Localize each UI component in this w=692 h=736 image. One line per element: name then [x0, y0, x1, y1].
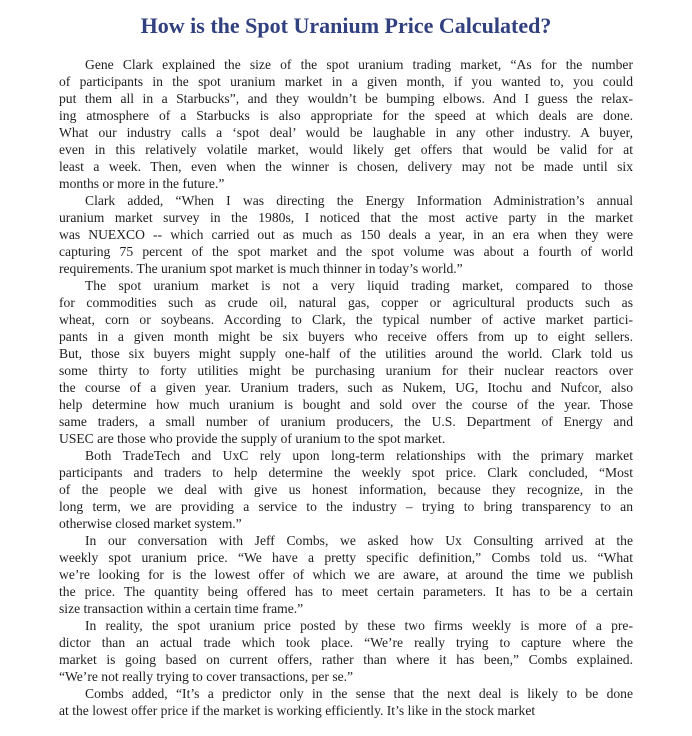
text-line: ing atmosphere of a Starbucks is also appropriate for the speed at which deals are done. [59, 108, 633, 123]
paragraph [59, 532, 633, 617]
text-line: USEC are those who provide the supply of uranium to the spot market. [59, 431, 446, 446]
text-line: What our industry calls a ‘spot deal’ would be laughable in any other industry. A buyer, [59, 125, 633, 140]
text-line: the price. The quantity being offered has to meet certain parameters. It has to be a certain [59, 584, 633, 599]
text-line: some thirty to forty utilities might be purchasing uranium for their nuclear reactors over [59, 363, 633, 378]
paragraph [59, 447, 633, 532]
text-line: long term, we are providing a service to the industry – trying to bring transparency to an [59, 499, 633, 514]
text-line: at the lowest offer price if the market is working efficiently. It’s like in the stock market [59, 703, 536, 718]
text-line: we’re looking for is the lowest offer of which we are aware, at around the time we publish [59, 567, 633, 582]
text-line: of the people we deal with give us honest information, because they recognize, in the [59, 482, 633, 497]
text-line: wheat, corn or soybeans. According to Clark, the typical number of active market partici- [59, 312, 633, 327]
text-line: the course of a given year. Uranium traders, such as Nukem, UG, Itochu and Nufcor, also [59, 380, 633, 395]
text-line: of participants in the spot uranium market in a given month, if you wanted to, you could [59, 74, 633, 89]
paragraph [59, 277, 633, 447]
page-title: How is the Spot Uranium Price Calculated? [140, 13, 552, 38]
text-line: Both TradeTech and UxC rely upon long-term relationships with the primary market [85, 448, 633, 463]
text-line: otherwise closed market system.” [59, 516, 242, 531]
text-line: same traders, a small number of uranium producers, the U.S. Department of Energy and [59, 414, 633, 429]
text-line: for commodities such as crude oil, natural gas, copper or agricultural products such as [59, 295, 633, 310]
text-line: “We’re not really trying to cover transactions, per se.” [59, 669, 354, 684]
text-line: In reality, the spot uranium price posted by these two firms weekly is more of a pre- [85, 618, 633, 633]
text-line: dictor than an actual trade which took place. “We’re really trying to capture where the [59, 635, 633, 650]
text-line: In our conversation with Jeff Combs, we asked how Ux Consulting arrived at the [85, 533, 633, 548]
text-line: Gene Clark explained the size of the spot uranium trading market, “As for the number [85, 57, 633, 72]
text-line: even in this relatively volatile market, would likely get offers that would be valid for at [59, 142, 633, 157]
text-line: help determine how much uranium is bought and sold over the course of the year. Those [59, 397, 633, 412]
text-line: Combs added, “It’s a predictor only in the sense that the next deal is likely to be done [85, 686, 633, 701]
text-line: market is going based on current offers, rather than where it has been,” Combs explained. [59, 652, 633, 667]
text-line: uranium market survey in the 1980s, I noticed that the most active party in the market [59, 210, 633, 225]
paragraph [59, 685, 633, 719]
paragraph [59, 192, 633, 277]
text-line: weekly spot uranium price. “We have a pretty specific definition,” Combs told us. “What [59, 550, 633, 565]
text-line: participants and traders to help determine the weekly spot price. Clark concluded, “Most [59, 465, 633, 480]
text-line: The spot uranium market is not a very liquid trading market, compared to those [85, 278, 633, 293]
text-line: pants in a given month might be six buyers who receive offers from up to eight sellers. [59, 329, 633, 344]
text-line: was NUEXCO -- which carried out as much as 150 deals a year, in an era when they were [59, 227, 633, 242]
text-line: But, those six buyers might supply one-half of the utilities around the world. Clark told us [59, 346, 633, 361]
paragraph [59, 56, 633, 192]
text-line: size transaction within a certain time frame.” [59, 601, 304, 616]
article-body [59, 56, 633, 719]
text-line: put them all in a Starbucks”, and they wouldn’t be bumping elbows. And I guess the relax- [59, 91, 633, 106]
paragraph [59, 617, 633, 685]
text-line: requirements. The uranium spot market is much thinner in today’s world.” [59, 261, 463, 276]
text-line: capturing 75 percent of the spot market and the spot volume was about a fourth of world [59, 244, 633, 259]
text-line: Clark added, “When I was directing the Energy Information Administration’s annual [85, 193, 633, 208]
text-line: least a week. Then, even when the winner is chosen, delivery may not be made until six [59, 159, 633, 174]
text-line: months or more in the future.” [59, 176, 225, 191]
